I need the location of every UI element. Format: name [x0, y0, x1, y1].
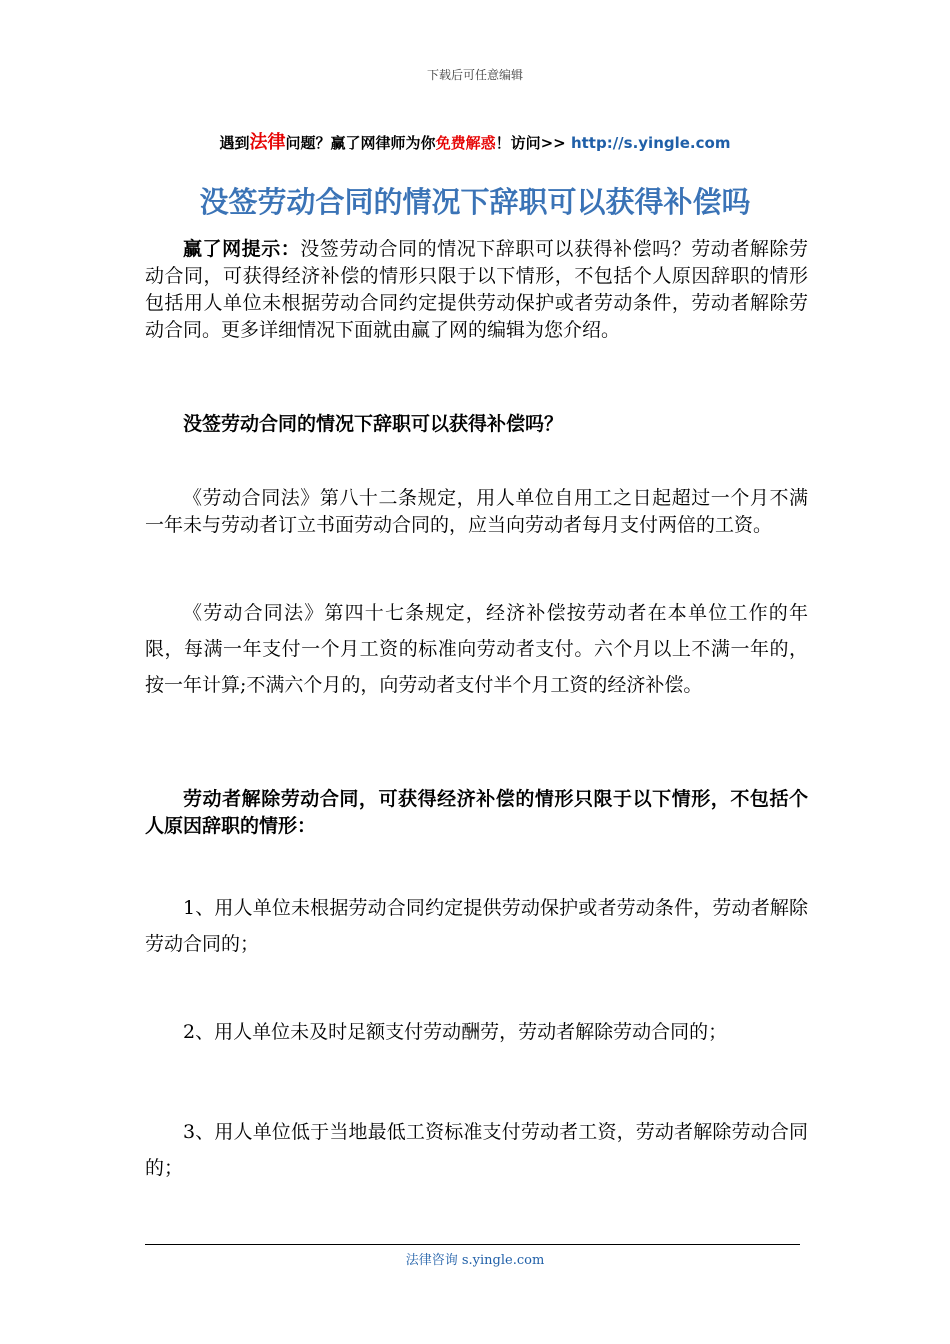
condition-item-1: 1、用人单位未根据劳动合同约定提供劳动保护或者劳动条件，劳动者解除劳动合同的；	[145, 897, 808, 955]
condition-item-3: 3、用人单位低于当地最低工资标准支付劳动者工资，劳动者解除劳动合同的；	[145, 1121, 808, 1179]
page-title: 没签劳动合同的情况下辞职可以获得补偿吗	[199, 185, 751, 219]
footer-link[interactable]: 法律咨询 s.yingle.com	[405, 1253, 545, 1268]
promo-text-2: 问题？赢了网律师为你	[285, 134, 436, 152]
question-heading: 没签劳动合同的情况下辞职可以获得补偿吗？	[183, 413, 564, 435]
intro-paragraph	[145, 236, 808, 344]
header-note: 下载后可任意编辑	[426, 68, 523, 82]
promo-text-1: 遇到	[219, 134, 250, 152]
law-article-82: 《劳动合同法》第八十二条规定，用人单位自用工之日起超过一个月不满一年未与劳动者订立书面劳动合同的，应当向劳动者每月支付两倍的工资。	[145, 487, 808, 536]
intro-lead: 赢了网提示：	[183, 238, 301, 260]
condition-item-2: 2、用人单位未及时足额支付劳动酬劳，劳动者解除劳动合同的；	[183, 1021, 728, 1043]
promo-highlight-free: 免费解惑	[435, 134, 496, 152]
promo-banner	[0, 128, 950, 154]
promo-text-3: ！访问>>	[495, 134, 571, 152]
footer-divider	[145, 1244, 800, 1245]
intro-body: 没签劳动合同的情况下辞职可以获得补偿吗？劳动者解除劳动合同，可获得经济补偿的情形只限于以下情形，不包括个人原因辞职的情形包括用人单位未根据劳动合同约定提供劳动保护或者劳动条件，劳动者解除劳动合同。更多详细情况下面就由赢了网的编辑为您介绍。	[145, 238, 808, 341]
conditions-heading: 劳动者解除劳动合同，可获得经济补偿的情形只限于以下情形，不包括个人原因辞职的情形：	[145, 788, 808, 837]
promo-highlight-law: 法律	[249, 132, 286, 153]
promo-link[interactable]: http://s.yingle.com	[570, 134, 731, 152]
law-article-47: 《劳动合同法》第四十七条规定，经济补偿按劳动者在本单位工作的年限，每满一年支付一个月工资的标准向劳动者支付。六个月以上不满一年的，按一年计算;不满六个月的，向劳动者支付半个月工资的经济补偿。	[145, 602, 808, 696]
